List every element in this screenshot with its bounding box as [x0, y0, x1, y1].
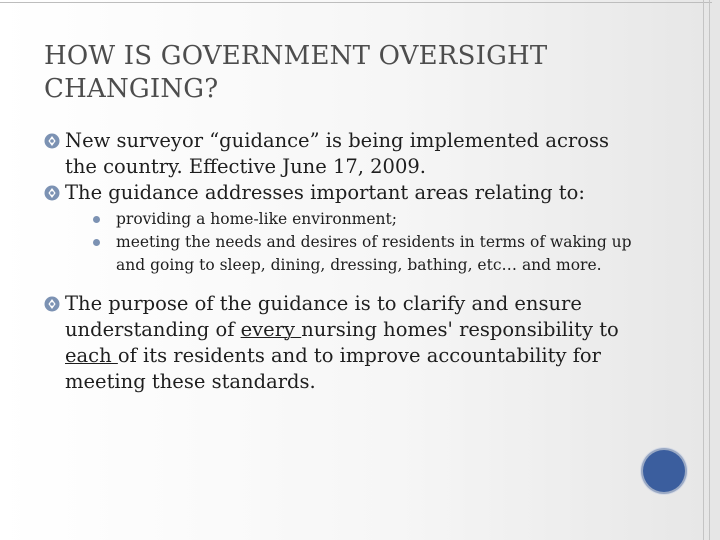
- dot-bullet-icon: [93, 216, 100, 223]
- purpose-part-1: The purpose of the guidance is to clarify and ensure understanding of: [65, 292, 582, 341]
- rounded-diamond-icon: [44, 133, 60, 149]
- frame-right-line-outer: [709, 0, 710, 540]
- purpose-part-3: of its residents and to improve accountability for meeting these standards.: [65, 344, 601, 393]
- sub-bullet-list: [93, 208, 634, 277]
- slide-body: [44, 128, 634, 395]
- bullet-item-2: [44, 180, 634, 277]
- purpose-underline-each: each: [65, 344, 118, 367]
- purpose-underline-every: every: [240, 318, 302, 341]
- decorative-circle: [643, 450, 685, 492]
- purpose-text: [65, 292, 619, 393]
- sub-bullet-item-2: [93, 231, 634, 277]
- frame-top-line: [0, 2, 712, 3]
- rounded-diamond-icon: [44, 185, 60, 201]
- title-line-1: HOW IS GOVERNMENT OVERSIGHT: [44, 41, 548, 71]
- rounded-diamond-icon: [44, 296, 60, 312]
- bullet-item-1: [44, 128, 634, 180]
- dot-bullet-icon: [93, 239, 100, 246]
- bullet-text-2: The guidance addresses important areas relating to:: [65, 181, 585, 204]
- purpose-part-2: nursing homes' responsibility to: [301, 318, 619, 341]
- title-line-2: CHANGING?: [44, 74, 219, 104]
- bullet-text-1: New surveyor “guidance” is being implemented across the country. Effective June 17, 2009.: [65, 129, 609, 178]
- sub-bullet-text-1: providing a home-like environment;: [116, 210, 397, 228]
- sub-bullet-text-2: meeting the needs and desires of residents in terms of waking up and going to sleep, dining, dressing, bathing, etc… and more.: [116, 233, 632, 274]
- sub-bullet-item-1: [93, 208, 634, 231]
- frame-right-line: [703, 0, 704, 540]
- slide-title: [44, 40, 664, 106]
- bullet-item-3: [44, 291, 634, 395]
